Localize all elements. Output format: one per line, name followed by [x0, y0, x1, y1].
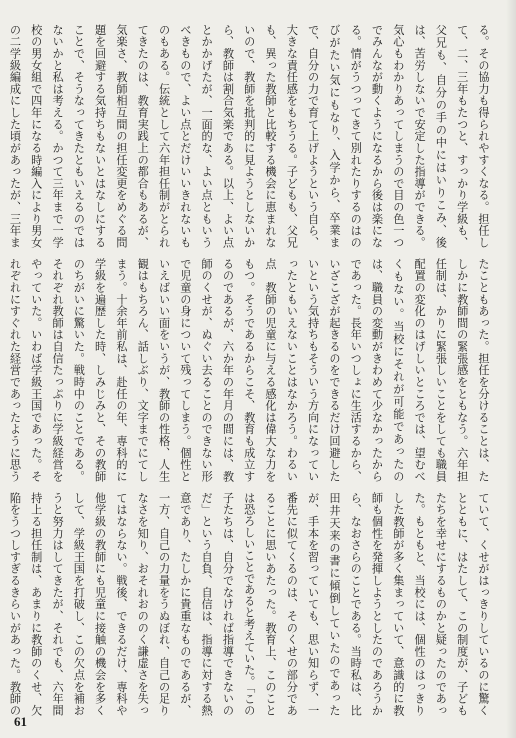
page-number: 61 [14, 714, 27, 729]
page-edge-shadow [506, 0, 516, 738]
body-text: る。その協力も得られやすくなる。担任して、二、三年もたつと、すっかり学級も、父兄も、自分の手の中にはいりこみ、後は、苦労しないで安定した指導ができる。気心もわかりあってしまうので目の色一つでみんなが動くようになるから後は楽になる。情がうつってきて別れたりするのはのびがたい気にもなり、入学から、卒業まで、自分の力で育て上げようという自ら、大きな責任感をもちうる。子どもも、父兄も、異った教師と比較する機会に恵まれないので、教師を批判的に見ようとしないから、教師は割合気楽である。以上、よい点とかかげたが、一面的な、よい点ともいうべきもので、よい点とだけいいきれないものもある。伝統として六年担任制がとられてきたのは、教育実践上の都合もあるが、気楽さ、教師相互間の担任変更をめぐる問題を回避する気持ちもないとはなしにすることで、そうなってきたともいえるのではないかと私は考える。かつて三年まで一学校の男女組で四年になる時編入により男女の二学級編成にした頃があったが、三年ま [8, 24, 490, 248]
text-block-top [8, 24, 494, 248]
text-block-middle [8, 258, 494, 482]
body-text: たこともあった。担任を分けることは、たしかに教師間の緊張感をともなう。六年担任制は、かりに緊張しいことをしても職員配置の変化のはげしいところでは、望むべくもない。当校にそれが可能であったのは、職員の変動がきわめて少なかったからであった。長年いつしょに生活するから、いざこざが起きるのをできるだけ回避したいという気持ちもそういう方向になっていったともいえないことはなかろう。わるい点 教師の児童に与える感化は偉大な力をもつ。そうであるからこそ、教育も成立するのであるが、六か年の年月の間には、教師のくせが、ぬぐい去ることのできない形で児童の身について残ってしまう。個性といえばいい面をいうが、教師の性格、人生観はもちろん、話しぶり、文字までにてしまう。十余年前私は、赴任の年、専科的に学級を遍歴した時、しみじみと、その教師のちがいに驚いた。戦時中のことである。それぞれ教師は自信たっぷりに学級経営をやっていた。いわば学級王国であった。それぞれにすぐれた経営であったように思う [8, 258, 490, 482]
body-text: ていて、くせがはっきりしているのに驚くとともに、はたして、この制度が、子どもたちを幸せにするものかと疑ったのであった。もともと、当校には、個性のはっきりした教師が多く集まっていて、意識的に教師も個性を発揮しようとしたのであろうから、なおさらのことである。当時私は、比田井天来の書に傾倒していたのであったが、手本を習っていても、思い知らず、一番先に似てくるのは、そのくせの部分であることに思いあたった。教育上、このことは恐ろしいことであると考えていた。「この子たちは、自分でなければ指導できないのだ」という自負、自信は、指導に対する熱意であり、たしかに貴重なものであるが、一方、自己の力量をうぬぼれ、自己の足りなさを知り、おそれおののく謙虚さを失ってはならない。戦後、できるだけ、専科や他学級の教師にも児童に接触の機会を多くして、学級王国を打破し、この欠点を補おうと努力はしてきたが、それでも、六年間持上る担任制は、あまりに教師のくせ、欠陥をうつしすぎるきらいがあった。教師の [8, 492, 490, 716]
text-block-bottom [8, 492, 494, 716]
